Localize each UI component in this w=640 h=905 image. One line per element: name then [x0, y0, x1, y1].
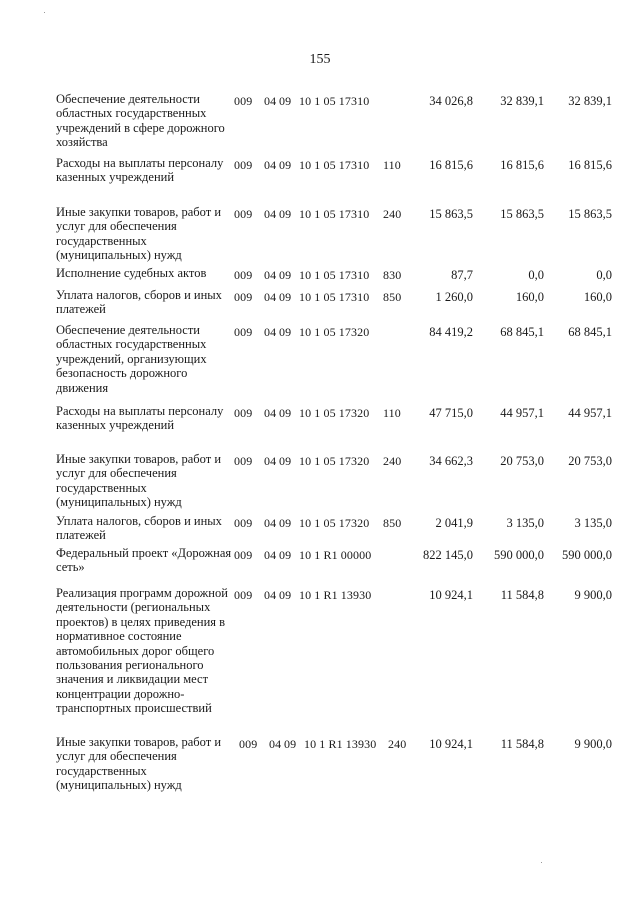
expense-type-code: 850 — [383, 290, 402, 304]
row-description: Уплата налогов, сборов и иных платежей — [56, 288, 222, 317]
admin-code: 009 — [234, 94, 253, 108]
expense-type-code: 240 — [388, 737, 407, 751]
expense-type-code: 240 — [383, 207, 402, 221]
expense-type-code: 110 — [383, 406, 401, 420]
scan-speck — [541, 862, 542, 863]
subsection-code: 09 — [284, 737, 297, 751]
amount-year-3: 44 957,1 — [568, 406, 612, 420]
target-article-code: 10 1 05 17310 — [299, 290, 370, 304]
row-description: Уплата налогов, сборов и иных платежей — [56, 514, 222, 543]
subsection-code: 09 — [279, 268, 292, 282]
target-article-code: 10 1 05 17310 — [299, 268, 370, 282]
subsection-code: 09 — [279, 94, 292, 108]
amount-year-3: 590 000,0 — [562, 548, 612, 562]
admin-code: 009 — [234, 290, 253, 304]
subsection-code: 09 — [279, 290, 292, 304]
amount-year-2: 15 863,5 — [500, 207, 544, 221]
amount-year-1: 10 924,1 — [429, 588, 473, 602]
row-description: Реализация программ дорожной деятельности (региональных проектов) в целях приведения в нормативное состояние автомобильных дорог общего пользования регионального значения и ликвидации мест концентрации дорожно-транспортных происшествий — [56, 586, 228, 716]
section-code: 04 — [264, 290, 277, 304]
admin-code: 009 — [234, 207, 253, 221]
amount-year-3: 9 900,0 — [574, 737, 612, 751]
row-description: Расходы на выплаты персоналу казенных учреждений — [56, 156, 224, 185]
target-article-code: 10 1 R1 13930 — [304, 737, 377, 751]
admin-code: 009 — [234, 406, 253, 420]
row-description: Иные закупки товаров, работ и услуг для обеспечения государственных (муниципальных) нужд — [56, 735, 222, 793]
subsection-code: 09 — [279, 454, 292, 468]
target-article-code: 10 1 R1 00000 — [299, 548, 372, 562]
row-description: Исполнение судебных актов — [56, 266, 207, 280]
admin-code: 009 — [239, 737, 258, 751]
amount-year-2: 11 584,8 — [500, 588, 544, 602]
amount-year-3: 0,0 — [596, 268, 612, 282]
amount-year-1: 47 715,0 — [429, 406, 473, 420]
section-code: 04 — [269, 737, 282, 751]
section-code: 04 — [264, 158, 277, 172]
amount-year-1: 822 145,0 — [423, 548, 473, 562]
amount-year-1: 34 026,8 — [429, 94, 473, 108]
amount-year-2: 32 839,1 — [500, 94, 544, 108]
target-article-code: 10 1 05 17310 — [299, 158, 370, 172]
amount-year-1: 87,7 — [451, 268, 473, 282]
admin-code: 009 — [234, 588, 253, 602]
admin-code: 009 — [234, 268, 253, 282]
admin-code: 009 — [234, 325, 253, 339]
section-code: 04 — [264, 406, 277, 420]
page-number: 155 — [309, 52, 331, 67]
row-description: Иные закупки товаров, работ и услуг для обеспечения государственных (муниципальных) нужд — [56, 205, 222, 263]
amount-year-3: 20 753,0 — [568, 454, 612, 468]
row-description: Обеспечение деятельности областных государственных учреждений в сфере дорожного хозяйства — [56, 92, 225, 150]
amount-year-1: 2 041,9 — [435, 516, 473, 530]
amount-year-1: 15 863,5 — [429, 207, 473, 221]
amount-year-1: 34 662,3 — [429, 454, 473, 468]
amount-year-2: 0,0 — [528, 268, 544, 282]
target-article-code: 10 1 05 17320 — [299, 406, 370, 420]
amount-year-3: 32 839,1 — [568, 94, 612, 108]
section-code: 04 — [264, 268, 277, 282]
amount-year-2: 68 845,1 — [500, 325, 544, 339]
subsection-code: 09 — [279, 158, 292, 172]
target-article-code: 10 1 05 17320 — [299, 325, 370, 339]
row-description: Обеспечение деятельности областных государственных учреждений, организующих безопасность дорожного движения — [56, 323, 207, 395]
subsection-code: 09 — [279, 207, 292, 221]
admin-code: 009 — [234, 516, 253, 530]
target-article-code: 10 1 R1 13930 — [299, 588, 372, 602]
section-code: 04 — [264, 548, 277, 562]
subsection-code: 09 — [279, 516, 292, 530]
scan-speck — [44, 12, 45, 13]
subsection-code: 09 — [279, 588, 292, 602]
amount-year-1: 1 260,0 — [435, 290, 473, 304]
target-article-code: 10 1 05 17310 — [299, 207, 370, 221]
section-code: 04 — [264, 207, 277, 221]
section-code: 04 — [264, 454, 277, 468]
target-article-code: 10 1 05 17320 — [299, 454, 370, 468]
amount-year-2: 11 584,8 — [500, 737, 544, 751]
amount-year-2: 590 000,0 — [494, 548, 544, 562]
section-code: 04 — [264, 588, 277, 602]
amount-year-3: 15 863,5 — [568, 207, 612, 221]
subsection-code: 09 — [279, 325, 292, 339]
section-code: 04 — [264, 325, 277, 339]
row-description: Иные закупки товаров, работ и услуг для обеспечения государственных (муниципальных) нужд — [56, 452, 222, 510]
expense-type-code: 850 — [383, 516, 402, 530]
subsection-code: 09 — [279, 548, 292, 562]
expense-type-code: 240 — [383, 454, 402, 468]
expense-type-code: 830 — [383, 268, 402, 282]
amount-year-1: 16 815,6 — [429, 158, 473, 172]
subsection-code: 09 — [279, 406, 292, 420]
amount-year-3: 160,0 — [583, 290, 612, 304]
target-article-code: 10 1 05 17310 — [299, 94, 370, 108]
section-code: 04 — [264, 516, 277, 530]
amount-year-3: 3 135,0 — [574, 516, 612, 530]
amount-year-3: 16 815,6 — [568, 158, 612, 172]
amount-year-2: 20 753,0 — [500, 454, 544, 468]
row-description: Федеральный проект «Дорожная сеть» — [56, 546, 232, 575]
admin-code: 009 — [234, 454, 253, 468]
expense-type-code: 110 — [383, 158, 401, 172]
amount-year-1: 84 419,2 — [429, 325, 473, 339]
admin-code: 009 — [234, 158, 253, 172]
amount-year-1: 10 924,1 — [429, 737, 473, 751]
section-code: 04 — [264, 94, 277, 108]
admin-code: 009 — [234, 548, 253, 562]
amount-year-3: 68 845,1 — [568, 325, 612, 339]
amount-year-2: 160,0 — [515, 290, 544, 304]
target-article-code: 10 1 05 17320 — [299, 516, 370, 530]
amount-year-2: 44 957,1 — [500, 406, 544, 420]
amount-year-2: 16 815,6 — [500, 158, 544, 172]
amount-year-2: 3 135,0 — [506, 516, 544, 530]
amount-year-3: 9 900,0 — [574, 588, 612, 602]
row-description: Расходы на выплаты персоналу казенных учреждений — [56, 404, 224, 433]
